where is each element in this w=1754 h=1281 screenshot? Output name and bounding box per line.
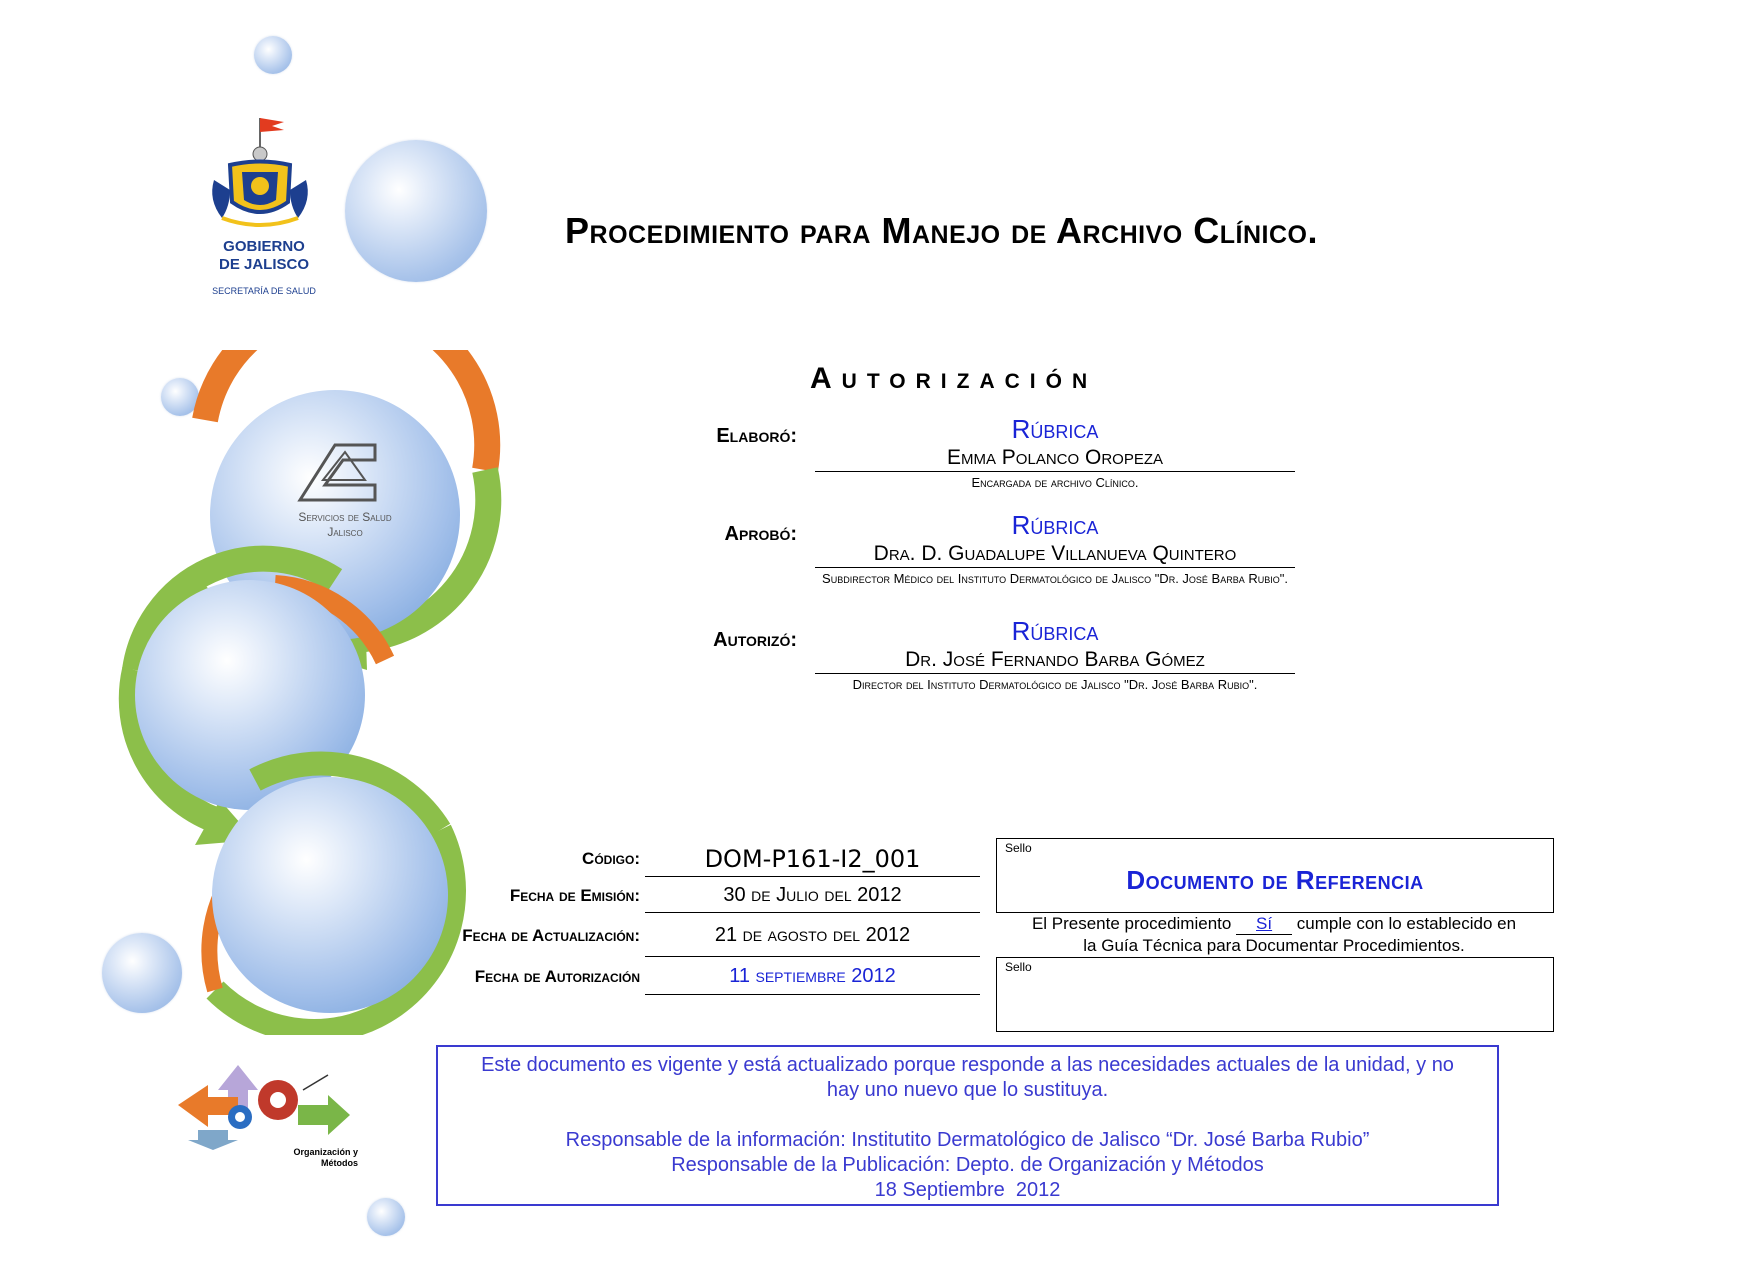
compliance-after: cumple con lo establecido en bbox=[1296, 914, 1517, 933]
field-underline bbox=[645, 876, 980, 877]
jalisco-crest-icon bbox=[200, 110, 328, 235]
gov-name-line2: DE JALISCO bbox=[218, 256, 309, 273]
field-underline bbox=[645, 994, 980, 995]
om-logo bbox=[178, 1055, 358, 1168]
autorizacion-label: Fecha de Autorización bbox=[474, 967, 640, 986]
signature-line bbox=[815, 567, 1295, 568]
om-name-line2: Métodos bbox=[321, 1158, 358, 1168]
page-title: Procedimiento para Manejo de Archivo Clínico. bbox=[565, 210, 1318, 251]
name-aprobo: Dra. D. Guadalupe Villanueva Quintero bbox=[873, 542, 1237, 565]
notice-line5: 18 Septiembre 2012 bbox=[874, 1179, 1061, 1201]
compliance-before: El Presente procedimiento bbox=[1031, 914, 1232, 933]
position-autorizo: Director del Instituto Dermatológico de Jalisco "Dr. José Barba Rubio". bbox=[852, 677, 1258, 692]
om-name-line1: Organización y bbox=[293, 1147, 358, 1157]
position-elaboro: Encargada de archivo Clínico. bbox=[971, 475, 1139, 490]
notice-line3: Responsable de la información: Institutito Dermatológico de Jalisco “Dr. José Barba Rubio” bbox=[565, 1129, 1370, 1151]
validity-notice bbox=[436, 1045, 1499, 1206]
authorization-heading: Autorización bbox=[810, 362, 1098, 395]
role-aprobo: Aprobó: bbox=[724, 523, 797, 545]
role-elaboro: Elaboró: bbox=[716, 425, 797, 447]
rubrica-elaboro: Rúbrica bbox=[1011, 414, 1099, 444]
ssj-name-line1: Servicios de Salud bbox=[298, 510, 392, 524]
field-underline bbox=[645, 912, 980, 913]
doc-reference-title: Documento de Referencia bbox=[1126, 865, 1424, 895]
ssj-name-line2: Jalisco bbox=[327, 525, 363, 539]
name-elaboro: Emma Polanco Oropeza bbox=[946, 446, 1164, 469]
gov-sub: SECRETARÍA DE SALUD bbox=[212, 286, 316, 296]
notice-line2: hay uno nuevo que lo sustituya. bbox=[826, 1079, 1109, 1101]
sello-label: Sello bbox=[1005, 960, 1032, 974]
actualizacion-value: 21 de agosto del 2012 bbox=[714, 924, 911, 946]
emision-value: 30 de Julio del 2012 bbox=[723, 884, 902, 906]
role-autorizo: Autorizó: bbox=[713, 629, 797, 651]
reference-box bbox=[996, 838, 1554, 913]
position-aprobo: Subdirector Médico del Instituto Dermatológico de Jalisco "Dr. José Barba Rubio". bbox=[822, 571, 1288, 586]
rubrica-autorizo: Rúbrica bbox=[1011, 616, 1099, 646]
sello-label: Sello bbox=[1005, 841, 1032, 855]
emision-label: Fecha de Emisión: bbox=[509, 886, 640, 905]
signature-line bbox=[815, 471, 1295, 472]
seal-box bbox=[996, 957, 1554, 1032]
decorative-bubble bbox=[367, 1198, 405, 1236]
codigo-value: DOM-P161-I2_001 bbox=[704, 845, 921, 873]
name-autorizo: Dr. José Fernando Barba Gómez bbox=[905, 648, 1205, 671]
actualizacion-label: Fecha de Actualización: bbox=[462, 926, 640, 945]
jalisco-logo bbox=[200, 110, 328, 300]
rubrica-aprobo: Rúbrica bbox=[1011, 510, 1099, 540]
notice-line1: Este documento es vigente y está actualizado porque responde a las necesidades actuales de la unidad, y no bbox=[481, 1054, 1454, 1076]
compliance-answer: Sí bbox=[1236, 913, 1292, 935]
field-underline bbox=[645, 956, 980, 957]
decorative-bubble bbox=[345, 140, 487, 282]
autorizacion-value: 11 septiembre 2012 bbox=[729, 965, 896, 987]
signature-line bbox=[815, 673, 1295, 674]
notice-line4: Responsable de la Publicación: Depto. de Organización y Métodos bbox=[671, 1154, 1264, 1176]
decorative-bubble bbox=[254, 36, 292, 74]
compliance-line2: la Guía Técnica para Documentar Procedimientos. bbox=[1083, 936, 1465, 955]
om-gears-icon bbox=[178, 1055, 358, 1150]
codigo-label: Código: bbox=[582, 849, 640, 868]
gov-name-line1: GOBIERNO bbox=[223, 238, 305, 255]
compliance-text bbox=[996, 913, 1552, 956]
